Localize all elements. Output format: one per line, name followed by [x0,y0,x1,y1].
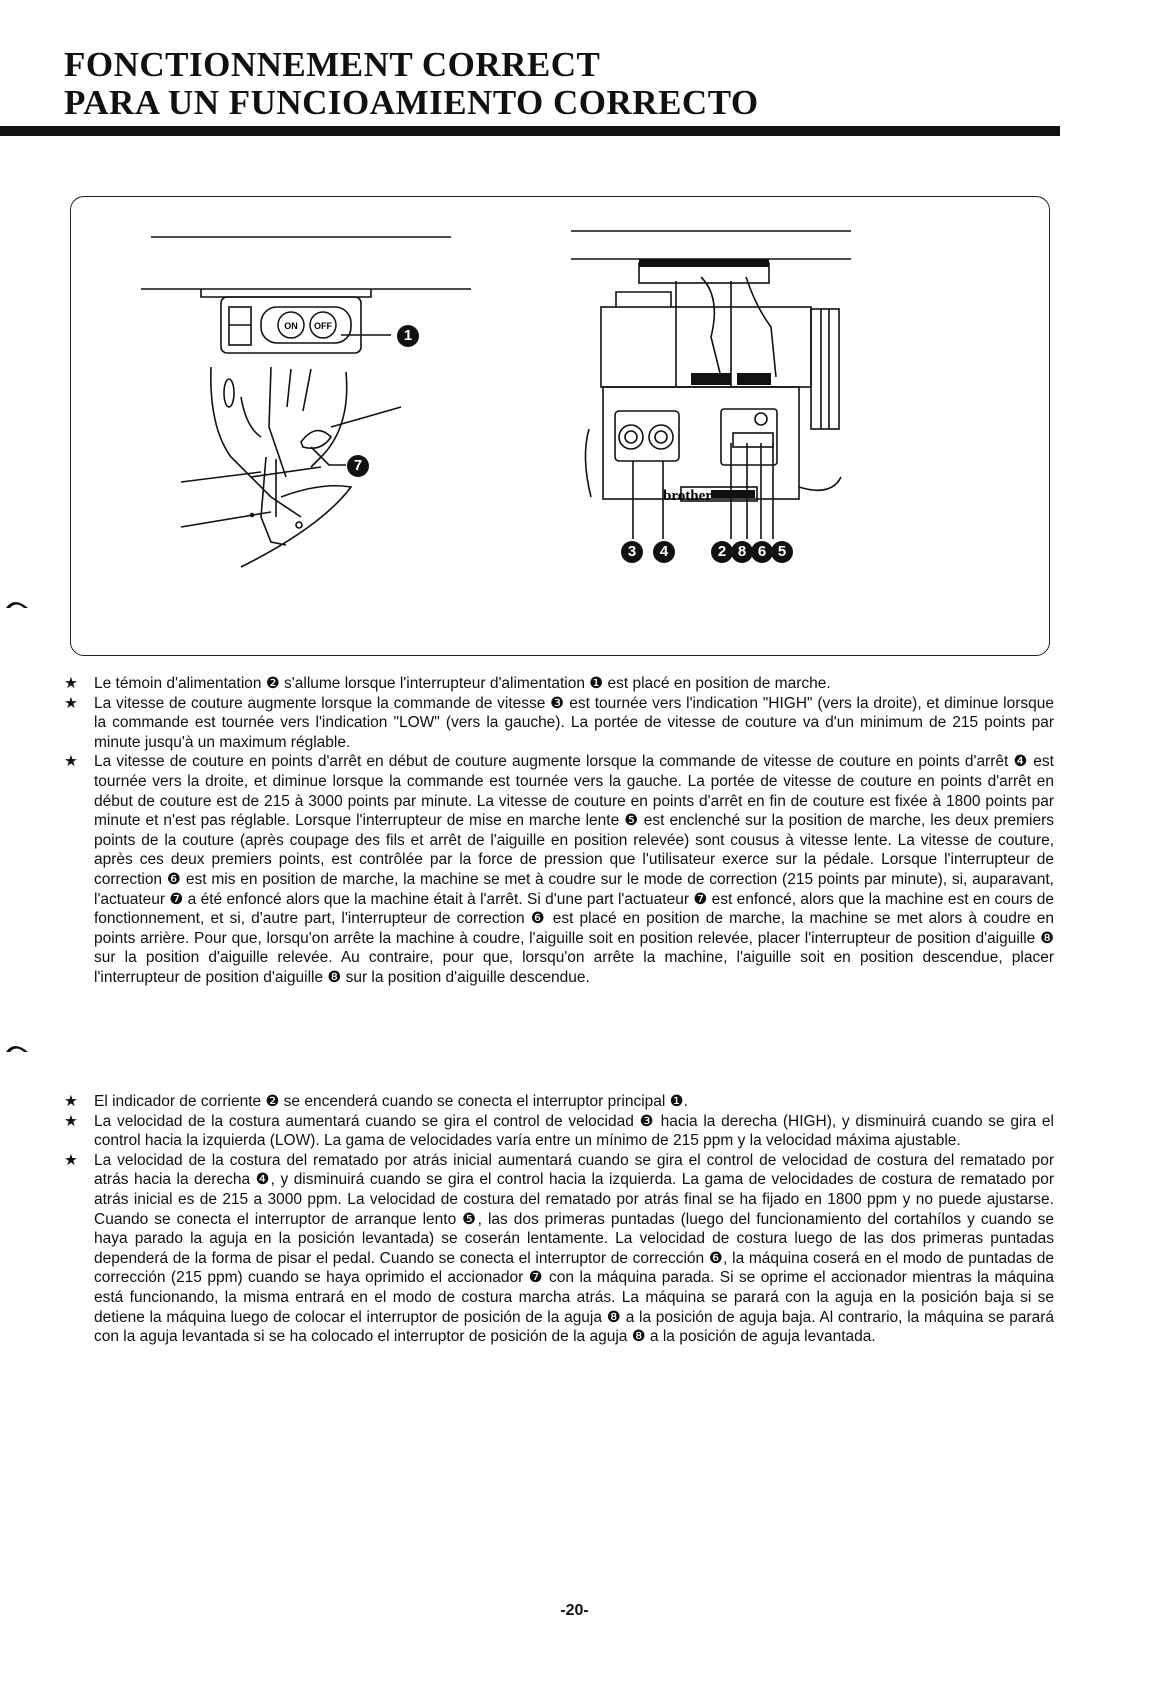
paragraph-text: El indicador de corriente ❷ se encenderá cuando se conecta el interruptor principal ❶. [94,1093,688,1110]
paragraph-text: La velocidad de la costura aumentará cuando se gira el control de velocidad ❸ hacia la derecha (HIGH), y disminuirá cuando se gira el control hacia la izquierda (LOW). La gama de velocidades varía entre un mínimo de 215 ppm y la velocidad máxima ajustable. [94,1112,1054,1150]
page-title [64,46,759,122]
margin-mark-icon [4,596,30,610]
french-section [64,674,1054,988]
title-french: FONCTIONNEMENT CORRECT [64,45,601,84]
brand-text: brother [663,488,712,504]
spanish-section [64,1092,1054,1347]
french-paragraph-2: ★ La vitesse de couture augmente lorsque la commande de vitesse ❸ est tournée vers l'indication "HIGH" (vers la droite), et diminue lorsque la commande est tournée vers l'indication "LOW" (vers la gauche). La portée de vitesse de couture va d'un minimum de 215 points par minute jusqu'à un maximum réglable. [64,694,1054,751]
callout-2: 2 [711,541,733,563]
page-number: -20- [560,1602,589,1619]
title-spanish: PARA UN FUNCIOAMIENTO CORRECTO [64,83,759,122]
paragraph-text: La vitesse de couture en points d'arrêt en début de couture augmente lorsque la commande de vitesse de couture en points d'arrêt ❹ est tournée vers la droite, et diminue lorsque la commande est tournée vers la gauche. La portée de vitesse de couture en points d'arrêt en début de couture est de 215 à 3000 points par minute. La vitesse de couture en points d'arrêt en fin de couture est fixée à 1800 points par minute et n'est pas réglable. Lorsque l'interrupteur de mise en marche lente ❺ est enclenché sur la position de marche, les deux premiers points de la couture (après coupage des fils et arrêt de l'aiguille en position relevée) sont cousus à vitesse lente. La vitesse de couture, après ces deux premiers points, est contrôlée par la force de pression que l'utilisateur exerce sur la pédale. Lorsque l'interrupteur de correction ❻ est mis en position de marche, la machine se met à coudre sur le mode de correction (215 points par minute), si, auparavant, l'actuateur ❼ a été enfoncé alors que la machine était à l'arrêt. Si d'une part l'actuateur ❼ est enfoncé, alors que la machine est en cours de fonctionnement, et si, d'autre part, l'interrupteur de correction ❻ est placé en position de marche, la machine se met alors à coudre en points arrière. Pour que, lorsqu'on arrête la machine à coudre, l'aiguille soit en position relevée, placer l'interrupteur de position d'aiguille ❽ sur la position d'aiguille relevée. Au contraire, pour que, lorsqu'on arrête la machine, l'aiguille soit en position descendue, placer l'interrupteur de position d'aiguille ❽ sur la position d'aiguille descendue. [94,753,1054,986]
callout-1: 1 [397,325,419,347]
switch-on-text: ON [284,321,298,331]
callout-3: 3 [621,541,643,563]
french-paragraph-1: ★ Le témoin d'alimentation ❷ s'allume lorsque l'interrupteur d'alimentation ❶ est placé en position de marche. [64,675,831,692]
callout-7: 7 [347,455,369,477]
callout-6: 6 [751,541,773,563]
paragraph-text: La vitesse de couture augmente lorsque la commande de vitesse ❸ est tournée vers l'indication "HIGH" (vers la droite), et diminue lorsque la commande est tournée vers l'indication "LOW" (vers la gauche). La portée de vitesse de couture va d'un minimum de 215 points par minute jusqu'à un maximum réglable. [94,694,1054,751]
sewing-machine-illustration [71,197,1049,655]
title-rule [0,126,1060,136]
spanish-paragraph-3: ★ La velocidad de la costura del rematado por atrás inicial aumentará cuando se gira el control de velocidad de costura del rematado por atrás hacia la derecha ❹, y disminuirá cuando se gira el control hacia la izquierda. La gama de velocidades de costura de rematado por atrás inicial es de 215 a 3000 ppm. La velocidad de costura del rematado por atrás final se ha fijado en 1800 ppm y no puede ajustarse. Cuando se conecta el interruptor de arranque lento ❺, las dos primeras puntadas (luego del funcionamiento del cortahílos y cuando se haya parado la aguja en la posición levantada) se coserán lentamente. La velocidad de costura luego de las dos primeras puntadas dependerá de la forma de pisar el pedal. Cuando se conecta el interruptor de corrección ❻, la máquina coserá en el modo de puntadas de corrección (215 ppm) cuando se haya oprimido el accionador ❼ con la máquina parada. Si se oprime el accionador mientras la máquina está funcionando, la misma entrará en el modo de costura marcha atrás. La máquina se parará con la aguja en la posición baja si se detiene la máquina luego de colocar el interruptor de posición de la aguja ❽ a la posición de aguja baja. Al contrario, la máquina se parará con la aguja levantada si se ha colocado el interruptor de posición de la aguja ❽ a la posición de aguja levantada. [64,1151,1054,1346]
power-switch [278,312,336,338]
callout-4: 4 [653,541,675,563]
spanish-paragraph-2: ★ La velocidad de la costura aumentará cuando se gira el control de velocidad ❸ hacia la derecha (HIGH), y disminuirá cuando se gira el control hacia la izquierda (LOW). La gama de velocidades varía entre un mínimo de 215 ppm y la velocidad máxima ajustable. [64,1112,1054,1150]
french-paragraph-3: ★ La vitesse de couture en points d'arrêt en début de couture augmente lorsque la commande de vitesse de couture en points d'arrêt ❹ est tournée vers la droite, et diminue lorsque la commande est tournée vers la gauche. La portée de vitesse de couture en points d'arrêt en début de couture est de 215 à 3000 points par minute. La vitesse de couture en points d'arrêt en fin de couture est fixée à 1800 points par minute et n'est pas réglable. Lorsque l'interrupteur de mise en marche lente ❺ est enclenché sur la position de marche, les deux premiers points de la couture (après coupage des fils et arrêt de l'aiguille en position relevée) sont cousus à vitesse lente. La vitesse de couture, après ces deux premiers points, est contrôlée par la force de pression que l'utilisateur exerce sur la pédale. Lorsque l'interrupteur de correction ❻ est mis en position de marche, la machine se met à coudre sur le mode de correction (215 points par minute), si, auparavant, l'actuateur ❼ a été enfoncé alors que la machine était à l'arrêt. Si d'une part l'actuateur ❼ est enfoncé, alors que la machine est en cours de fonctionnement, et si, d'autre part, l'interrupteur de correction ❻ est placé en position de marche, la machine se met alors à coudre en points arrière. Pour que, lorsqu'on arrête la machine à coudre, l'aiguille soit en position relevée, placer l'interrupteur de position d'aiguille ❽ sur la position d'aiguille relevée. Au contraire, pour que, lorsqu'on arrête la machine, l'aiguille soit en position descendue, placer l'interrupteur de position d'aiguille ❽ sur la position d'aiguille descendue. [64,753,1054,986]
paragraph-text: Le témoin d'alimentation ❷ s'allume lorsque l'interrupteur d'alimentation ❶ est placé en position de marche. [94,675,831,692]
spanish-paragraph-1: ★ El indicador de corriente ❷ se encenderá cuando se conecta el interruptor principal ❶. [64,1093,688,1110]
callout-8: 8 [731,541,753,563]
paragraph-text: La velocidad de la costura del rematado por atrás inicial aumentará cuando se gira el control de velocidad de costura del rematado por atrás hacia la derecha ❹, y disminuirá cuando se gira el control hacia la izquierda. La gama de velocidades de costura de rematado por atrás inicial es de 215 a 3000 ppm. La velocidad de costura del rematado por atrás final se ha fijado en 1800 ppm y no puede ajustarse. Cuando se conecta el interruptor de arranque lento ❺, las dos primeras puntadas (luego del funcionamiento del cortahílos y cuando se haya parado la aguja en la posición levantada) se coserán lentamente. La velocidad de costura luego de las dos primeras puntadas dependerá de la forma de pisar el pedal. Cuando se conecta el interruptor de corrección ❻, la máquina coserá en el modo de puntadas de corrección (215 ppm) cuando se haya oprimido el accionador ❼ con la máquina parada. Si se oprime el accionador mientras la máquina está funcionando, la misma entrará en el modo de costura marcha atrás. La máquina se parará con la aguja en la posición baja si se detiene la máquina luego de colocar el interruptor de posición de la aguja ❽ a la posición de aguja baja. Al contrario, la máquina se parará con la aguja levantada si se ha colocado el interruptor de posición de la aguja ❽ a la posición de aguja levantada. [94,1151,1054,1346]
switch-off-text: OFF [314,321,332,331]
illustration-panel [70,196,1050,656]
callout-5: 5 [771,541,793,563]
margin-mark-icon [4,1040,30,1054]
